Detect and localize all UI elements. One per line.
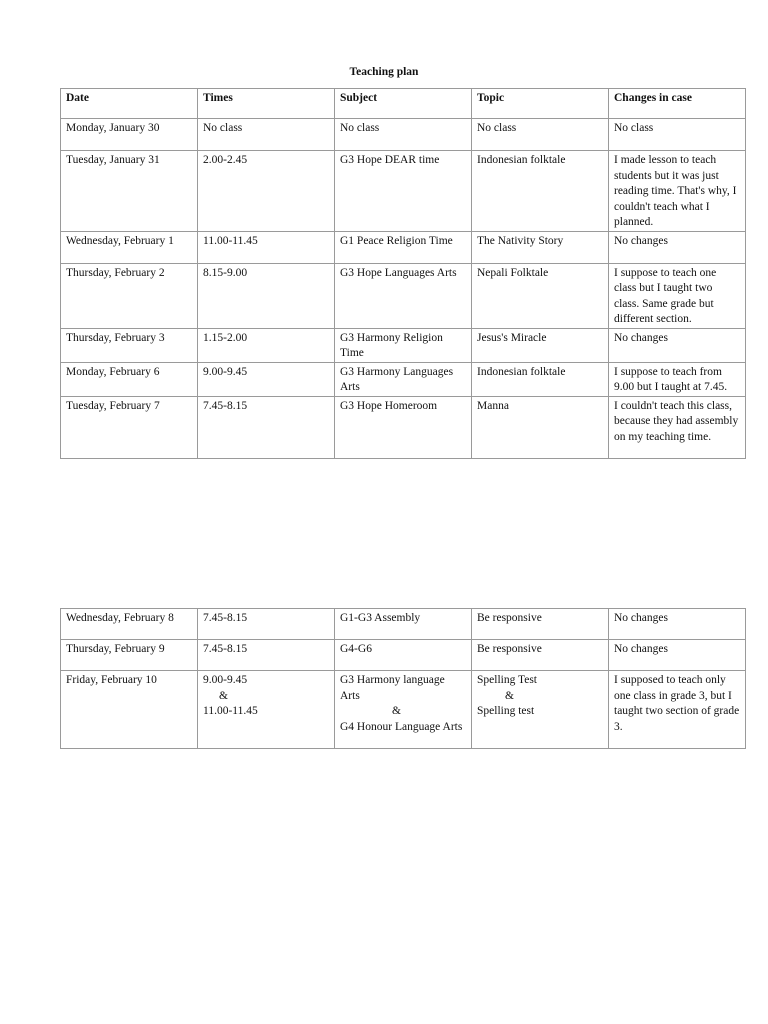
cell-subject: G3 Hope Languages Arts [335, 263, 472, 328]
cell-changes: No changes [609, 231, 746, 263]
cell-changes: No changes [609, 328, 746, 362]
cell-changes: I supposed to teach only one class in grade 3, but I taught two section of grade 3. [609, 671, 746, 749]
cell-topic: No class [472, 119, 609, 151]
cell-time: No class [198, 119, 335, 151]
cell-date: Wednesday, February 1 [61, 231, 198, 263]
table-row [61, 640, 746, 671]
cell-time: 9.00-9.45 [198, 362, 335, 396]
cell-changes: No changes [609, 640, 746, 671]
cell-topic: Manna [472, 396, 609, 458]
header-topic: Topic [472, 89, 609, 119]
cell-topic: Nepali Folktale [472, 263, 609, 328]
table-row [61, 671, 746, 749]
cell-time: 8.15-9.00 [198, 263, 335, 328]
subject-ampersand: & [392, 705, 401, 717]
table-row [61, 231, 746, 263]
time-second: 11.00-11.45 [203, 705, 258, 717]
cell-date: Tuesday, January 31 [61, 151, 198, 232]
topic-second: Spelling test [477, 705, 535, 717]
table-row [61, 609, 746, 640]
cell-time: 2.00-2.45 [198, 151, 335, 232]
topic-ampersand: & [505, 689, 514, 702]
cell-changes: I suppose to teach one class but I taught two class. Same grade but different section. [609, 263, 746, 328]
table-row [61, 151, 746, 232]
cell-subject: G3 Harmony Religion Time [335, 328, 472, 362]
cell-date: Friday, February 10 [61, 671, 198, 749]
subject-second: G4 Honour Language Arts [340, 720, 463, 733]
table-row [61, 362, 746, 396]
cell-changes: No changes [609, 609, 746, 640]
document-title: Teaching plan [349, 66, 419, 78]
cell-date: Tuesday, February 7 [61, 396, 198, 458]
cell-topic [472, 671, 609, 749]
cell-subject: No class [335, 119, 472, 151]
cell-topic: Jesus's Miracle [472, 328, 609, 362]
cell-topic: Indonesian folktale [472, 151, 609, 232]
cell-changes: No class [609, 119, 746, 151]
cell-time: 1.15-2.00 [198, 328, 335, 362]
table-row [61, 263, 746, 328]
cell-subject [335, 671, 472, 749]
cell-topic: Be responsive [472, 609, 609, 640]
cell-subject: G4-G6 [335, 640, 472, 671]
cell-time: 7.45-8.15 [198, 609, 335, 640]
header-date: Date [61, 89, 198, 119]
header-times: Times [198, 89, 335, 119]
table-header-row [61, 89, 746, 119]
cell-topic: Be responsive [472, 640, 609, 671]
table-row [61, 396, 746, 458]
teaching-plan-table-continued [60, 608, 746, 749]
time-first: 9.00-9.45 [203, 674, 248, 686]
cell-time: 7.45-8.15 [198, 640, 335, 671]
cell-time: 7.45-8.15 [198, 396, 335, 458]
cell-subject: G1-G3 Assembly [335, 609, 472, 640]
cell-changes: I suppose to teach from 9.00 but I taught at 7.45. [609, 362, 746, 396]
cell-date: Thursday, February 3 [61, 328, 198, 362]
cell-changes: I made lesson to teach students but it was just reading time. That's why, I couldn't teach what I planned. [609, 151, 746, 232]
cell-date: Monday, January 30 [61, 119, 198, 151]
header-changes: Changes in case [609, 89, 746, 119]
topic-first: Spelling Test [477, 674, 537, 686]
header-subject: Subject [335, 89, 472, 119]
cell-subject: G3 Hope DEAR time [335, 151, 472, 232]
cell-topic: The Nativity Story [472, 231, 609, 263]
cell-date: Thursday, February 2 [61, 263, 198, 328]
table-row [61, 119, 746, 151]
teaching-plan-table [60, 88, 746, 459]
cell-subject: G1 Peace Religion Time [335, 231, 472, 263]
table-row [61, 328, 746, 362]
cell-time [198, 671, 335, 749]
subject-first: G3 Harmony language Arts [340, 674, 445, 702]
cell-subject: G3 Harmony Languages Arts [335, 362, 472, 396]
cell-topic: Indonesian folktale [472, 362, 609, 396]
cell-date: Thursday, February 9 [61, 640, 198, 671]
cell-changes: I couldn't teach this class, because they had assembly on my teaching time. [609, 396, 746, 458]
cell-date: Monday, February 6 [61, 362, 198, 396]
cell-time: 11.00-11.45 [198, 231, 335, 263]
cell-subject: G3 Hope Homeroom [335, 396, 472, 458]
time-ampersand: & [219, 689, 228, 702]
cell-date: Wednesday, February 8 [61, 609, 198, 640]
